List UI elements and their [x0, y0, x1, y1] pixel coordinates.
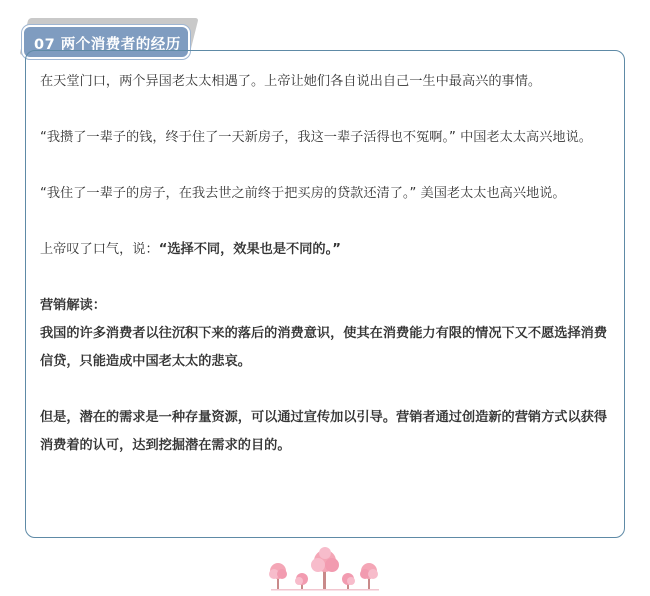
god-sigh-text: 上帝叹了口气，说： — [40, 242, 159, 257]
tree-large-center-icon — [311, 547, 339, 590]
article-body — [40, 68, 615, 460]
god-quote: “选择不同，效果也是不同的。” — [158, 242, 341, 257]
paragraph-chinese-lady: “我攒了一辈子的钱，终于住了一天新房子，我这一辈子活得也不冤啊。” 中国老太太高兴地说。 — [40, 130, 592, 145]
paragraph-intro: 在天堂门口，两个异国老太太相遇了。上帝让她们各自说出自己一生中最高兴的事情。 — [40, 74, 542, 89]
paragraph-american-lady: “我住了一辈子的房子，在我去世之前终于把买房的贷款还清了。” 美国老太太也高兴地说。 — [40, 186, 566, 201]
tree-tiny-right-icon — [342, 573, 355, 590]
tree-small-left-icon — [269, 563, 287, 590]
paragraph-god — [40, 236, 615, 264]
tree-tiny-left-icon — [295, 573, 308, 590]
paragraph-conclusion: 但是，潜在的需求是一种存量资源，可以通过宣传加以引导。营销者通过创造新的营销方式以获得消费着的认可，达到挖掘潜在需求的目的。 — [40, 410, 608, 453]
section-title: 07 两个消费者的经历 — [34, 37, 181, 53]
tree-small-right-icon — [360, 563, 378, 590]
analysis-heading: 营销解读： — [40, 298, 106, 313]
cherry-blossom-trees-icon — [265, 544, 385, 592]
paragraph-analysis: 我国的许多消费者以往沉积下来的落后的消费意识，使其在消费能力有限的情况下又不愿选择消费信贷，只能造成中国老太太的悲哀。 — [40, 326, 608, 369]
